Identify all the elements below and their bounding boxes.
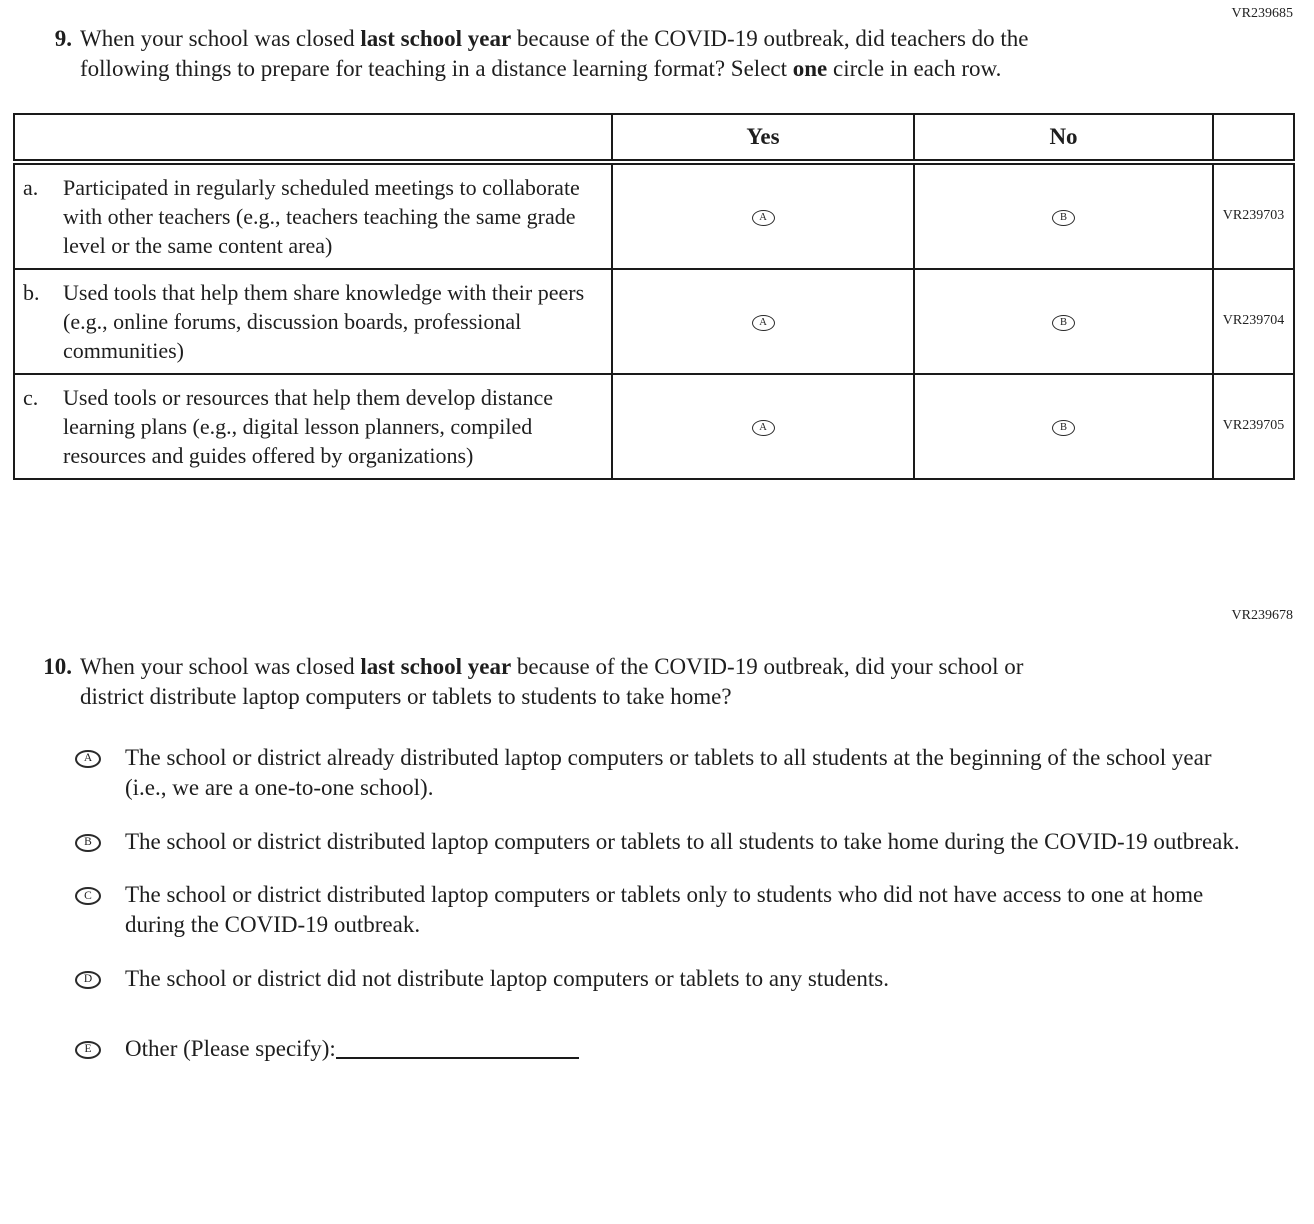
page-code-mid: VR239678 (1231, 608, 1293, 623)
yes-cell (612, 162, 914, 269)
other-specify-input-line[interactable] (336, 1057, 579, 1059)
header-yes: Yes (612, 114, 914, 162)
statement-cell (14, 269, 612, 374)
radio-yes-option[interactable]: A (752, 315, 775, 331)
q9-text-bold: one (792, 56, 828, 82)
radio-no-option[interactable]: B (1052, 210, 1075, 226)
radio-option-a[interactable]: A (75, 750, 101, 768)
question-10 (40, 652, 1293, 713)
radio-yes-option[interactable]: A (752, 210, 775, 226)
option-b (75, 827, 1293, 857)
option-a-text: The school or district already distributed laptop computers or tablets to all students at the beginning of the school year (i.e., we are a one-to-one school). (125, 744, 1212, 800)
no-cell (914, 162, 1213, 269)
q9-text-part: circle in each row. (827, 56, 1002, 82)
row-statement: Used tools or resources that help them develop distance learning plans (e.g., digital lesson planners, compiled resources and guides offered by organizations) (63, 384, 553, 468)
q9-table (13, 113, 1295, 480)
yes-cell (612, 374, 914, 479)
option-e (75, 1034, 1293, 1064)
radio-option-b[interactable]: B (75, 834, 101, 852)
option-c-text: The school or district distributed laptop computers or tablets only to students who did not have access to one at home during the COVID-19 outbreak. (125, 882, 1204, 938)
q9-text-part: When your school was closed (80, 26, 361, 51)
q10-options (75, 743, 1293, 1064)
row-letter: c. (23, 384, 39, 410)
radio-no-option[interactable]: B (1052, 315, 1075, 331)
header-empty-cell (14, 114, 612, 162)
q9-text-part: because of the COVID-19 outbreak, did teachers do the following things to prepare for teaching in a distance learning format? Select (80, 26, 1029, 82)
table-row-b (14, 269, 1294, 374)
row-letter: b. (23, 279, 40, 305)
yes-cell (612, 269, 914, 374)
row-code: VR239704 (1213, 269, 1294, 374)
no-cell (914, 269, 1213, 374)
radio-option-c[interactable]: C (75, 887, 101, 905)
option-c (75, 880, 1293, 940)
option-e-label: Other (Please specify): (125, 1036, 336, 1062)
row-statement: Participated in regularly scheduled meetings to collaborate with other teachers (e.g., teachers teaching the same grade level or the same content area) (63, 174, 580, 258)
option-a (75, 743, 1293, 803)
table-header-row (14, 114, 1294, 162)
header-code-cell (1213, 114, 1294, 162)
option-d-text: The school or district did not distribute laptop computers or tablets to any students. (125, 966, 889, 992)
radio-option-e[interactable]: E (75, 1041, 101, 1059)
option-d (75, 964, 1293, 994)
table-row-a (14, 162, 1294, 269)
table-row-c (14, 374, 1294, 479)
option-b-text: The school or district distributed laptop computers or tablets to all students to take home during the COVID-19 outbreak. (125, 828, 1240, 854)
question-9 (40, 24, 1293, 85)
row-code: VR239705 (1213, 374, 1294, 479)
q9-text-bold: last school year (360, 26, 512, 51)
no-cell (914, 374, 1213, 479)
option-e-text (125, 1034, 579, 1064)
q10-number: 10. (43, 654, 72, 679)
header-no: No (914, 114, 1213, 162)
page-code-top: VR239685 (1231, 6, 1293, 21)
q9-number: 9. (54, 26, 72, 51)
row-statement: Used tools that help them share knowledge with their peers (e.g., online forums, discussion boards, professional communities) (63, 279, 585, 363)
radio-yes-option[interactable]: A (752, 420, 775, 436)
radio-no-option[interactable]: B (1052, 420, 1075, 436)
q10-text (80, 652, 1092, 713)
row-code: VR239703 (1213, 162, 1294, 269)
radio-option-d[interactable]: D (75, 971, 101, 989)
q10-text-part: because of the COVID-19 outbreak, did your school or district distribute laptop computers or tablets to students to take home? (80, 654, 1024, 710)
q10-text-bold: last school year (360, 654, 512, 679)
q10-text-part: When your school was closed (80, 654, 361, 679)
row-letter: a. (23, 174, 39, 200)
statement-cell (14, 374, 612, 479)
q9-text (80, 24, 1092, 85)
statement-cell (14, 162, 612, 269)
